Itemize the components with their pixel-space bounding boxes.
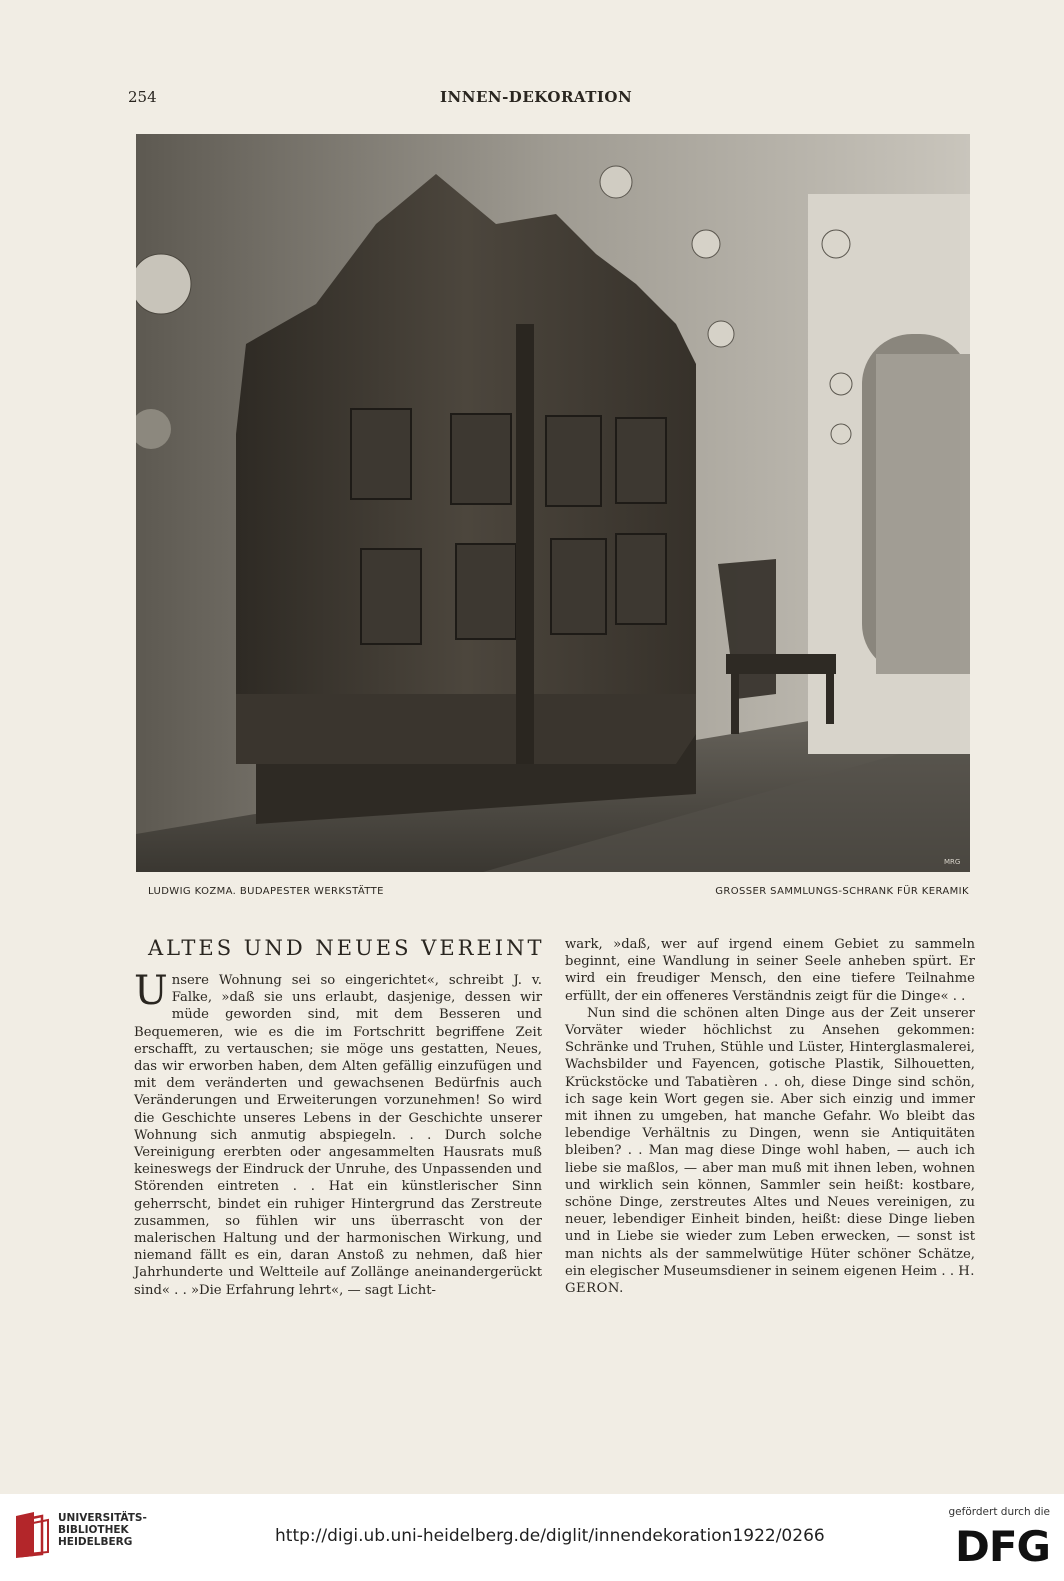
university-library-logo-icon [12,1510,50,1560]
article-right-column [565,936,975,1297]
author-name: H. GERON. [565,1263,975,1297]
article-paragraph: Nun sind die schönen alten Dinge aus der Zeit unserer Vorväter wieder höchlichst zu Ansehen gekommen: Schränke und Truhen, Stühle und Lüster, Hinterglasmalerei, Wachsbilder und Fayencen, gotische Plastik, Silhouetten, Krückstöcke und Tabatièren . . oh, diese Dinge sind schön, ich sage kein Wort gegen sie. Aber sich einzig und immer mit ihnen zu umgeben, hat manche Gefahr. Wo bleibt das lebendige Verhältnis zu Dingen, wenn sie Antiquitäten bleiben? . . Man mag diese Dinge wohl haben, — auch ich liebe sie maßlos, — aber man muß mit ihnen leben, wohnen und wirklich sein können, Sammler sein heißt: kostbare, schöne Dinge, zerstreutes Altes und Neues vereinigen, zu neuer, lebendiger Einheit binden, heißt: diese Dinge lieben und in Liebe sie wieder zum Leben erwecken, — sonst ist man nichts als der sammelwütige Hüter schöner Schätze, ein elegischer Museumsdiener in seinem eigenen Heim . . H. GERON. [565,1005,975,1297]
running-title: INNEN-DEKORATION [440,88,633,106]
drop-cap: U [134,968,168,1014]
funding-note: gefördert durch die [948,1506,1050,1518]
caption-right: GROSSER SAMMLUNGS-SCHRANK FÜR KERAMIK [715,886,969,897]
cabinet-photograph [136,134,970,872]
article-left-column [134,968,542,1299]
caption-left: LUDWIG KOZMA. BUDAPESTER WERKSTÄTTE [148,886,384,897]
dfg-logo: DFG [954,1522,1050,1571]
article-paragraph: wark, »daß, wer auf irgend einem Gebiet zu sammeln beginnt, eine Wandlung in seiner Seele anheben spürt. Er wird ein freudiger Mensch, den eine tiefere Teilnahme erfüllt, der ein offeneres Verständnis zeigt für die Dinge« . . [565,937,975,1004]
page-number: 254 [128,88,157,106]
permalink-url[interactable]: http://digi.ub.uni-heidelberg.de/diglit/innendekoration1922/0266 [275,1526,825,1546]
article-paragraph: Unsere Wohnung sei so eingerichtet«, schreibt J. v. Falke, »daß sie uns erlaubt, dasjenige, dessen wir müde geworden sind, mit dem Besseren und Bequemeren, wie es die im Fortschritt begriffene Zeit erschafft, zu vertauschen; sie möge uns gestatten, Neues, das wir erworben haben, dem Alten gefällig einzufügen und mit dem veränderten und gewachsenen Bedürfnis auch Veränderungen und Erweiterungen vorzunehmen! So wird die Geschichte unseres Lebens in der Geschichte unserer Wohnung sich anmutig abspiegeln. . . Durch solche Vereinigung ererbten oder angesammelten Hausrats muß keineswegs der Eindruck der Unruhe, des Unpassenden und Störenden eintreten . . Hat ein künstlerischer Sinn geherrscht, bindet ein ruhiger Hintergrund das Zerstreute zusammen, so fühlen wir uns überrascht von der malerischen Haltung und der harmonischen Wirkung, und niemand fällt es ein, daran Anstoß zu nehmen, daß hier Jahrhunderte und Weltteile auf Zollänge aneinandergerückt sind« . . »Die Erfahrung lehrt«, — sagt Licht- [134,968,542,1298]
photo-monogram: MRG [944,858,961,866]
digitization-footer [0,1494,1064,1581]
library-name: UNIVERSITÄTS- BIBLIOTHEK HEIDELBERG [58,1512,147,1548]
article-title: ALTES UND NEUES VEREINT [148,936,545,960]
